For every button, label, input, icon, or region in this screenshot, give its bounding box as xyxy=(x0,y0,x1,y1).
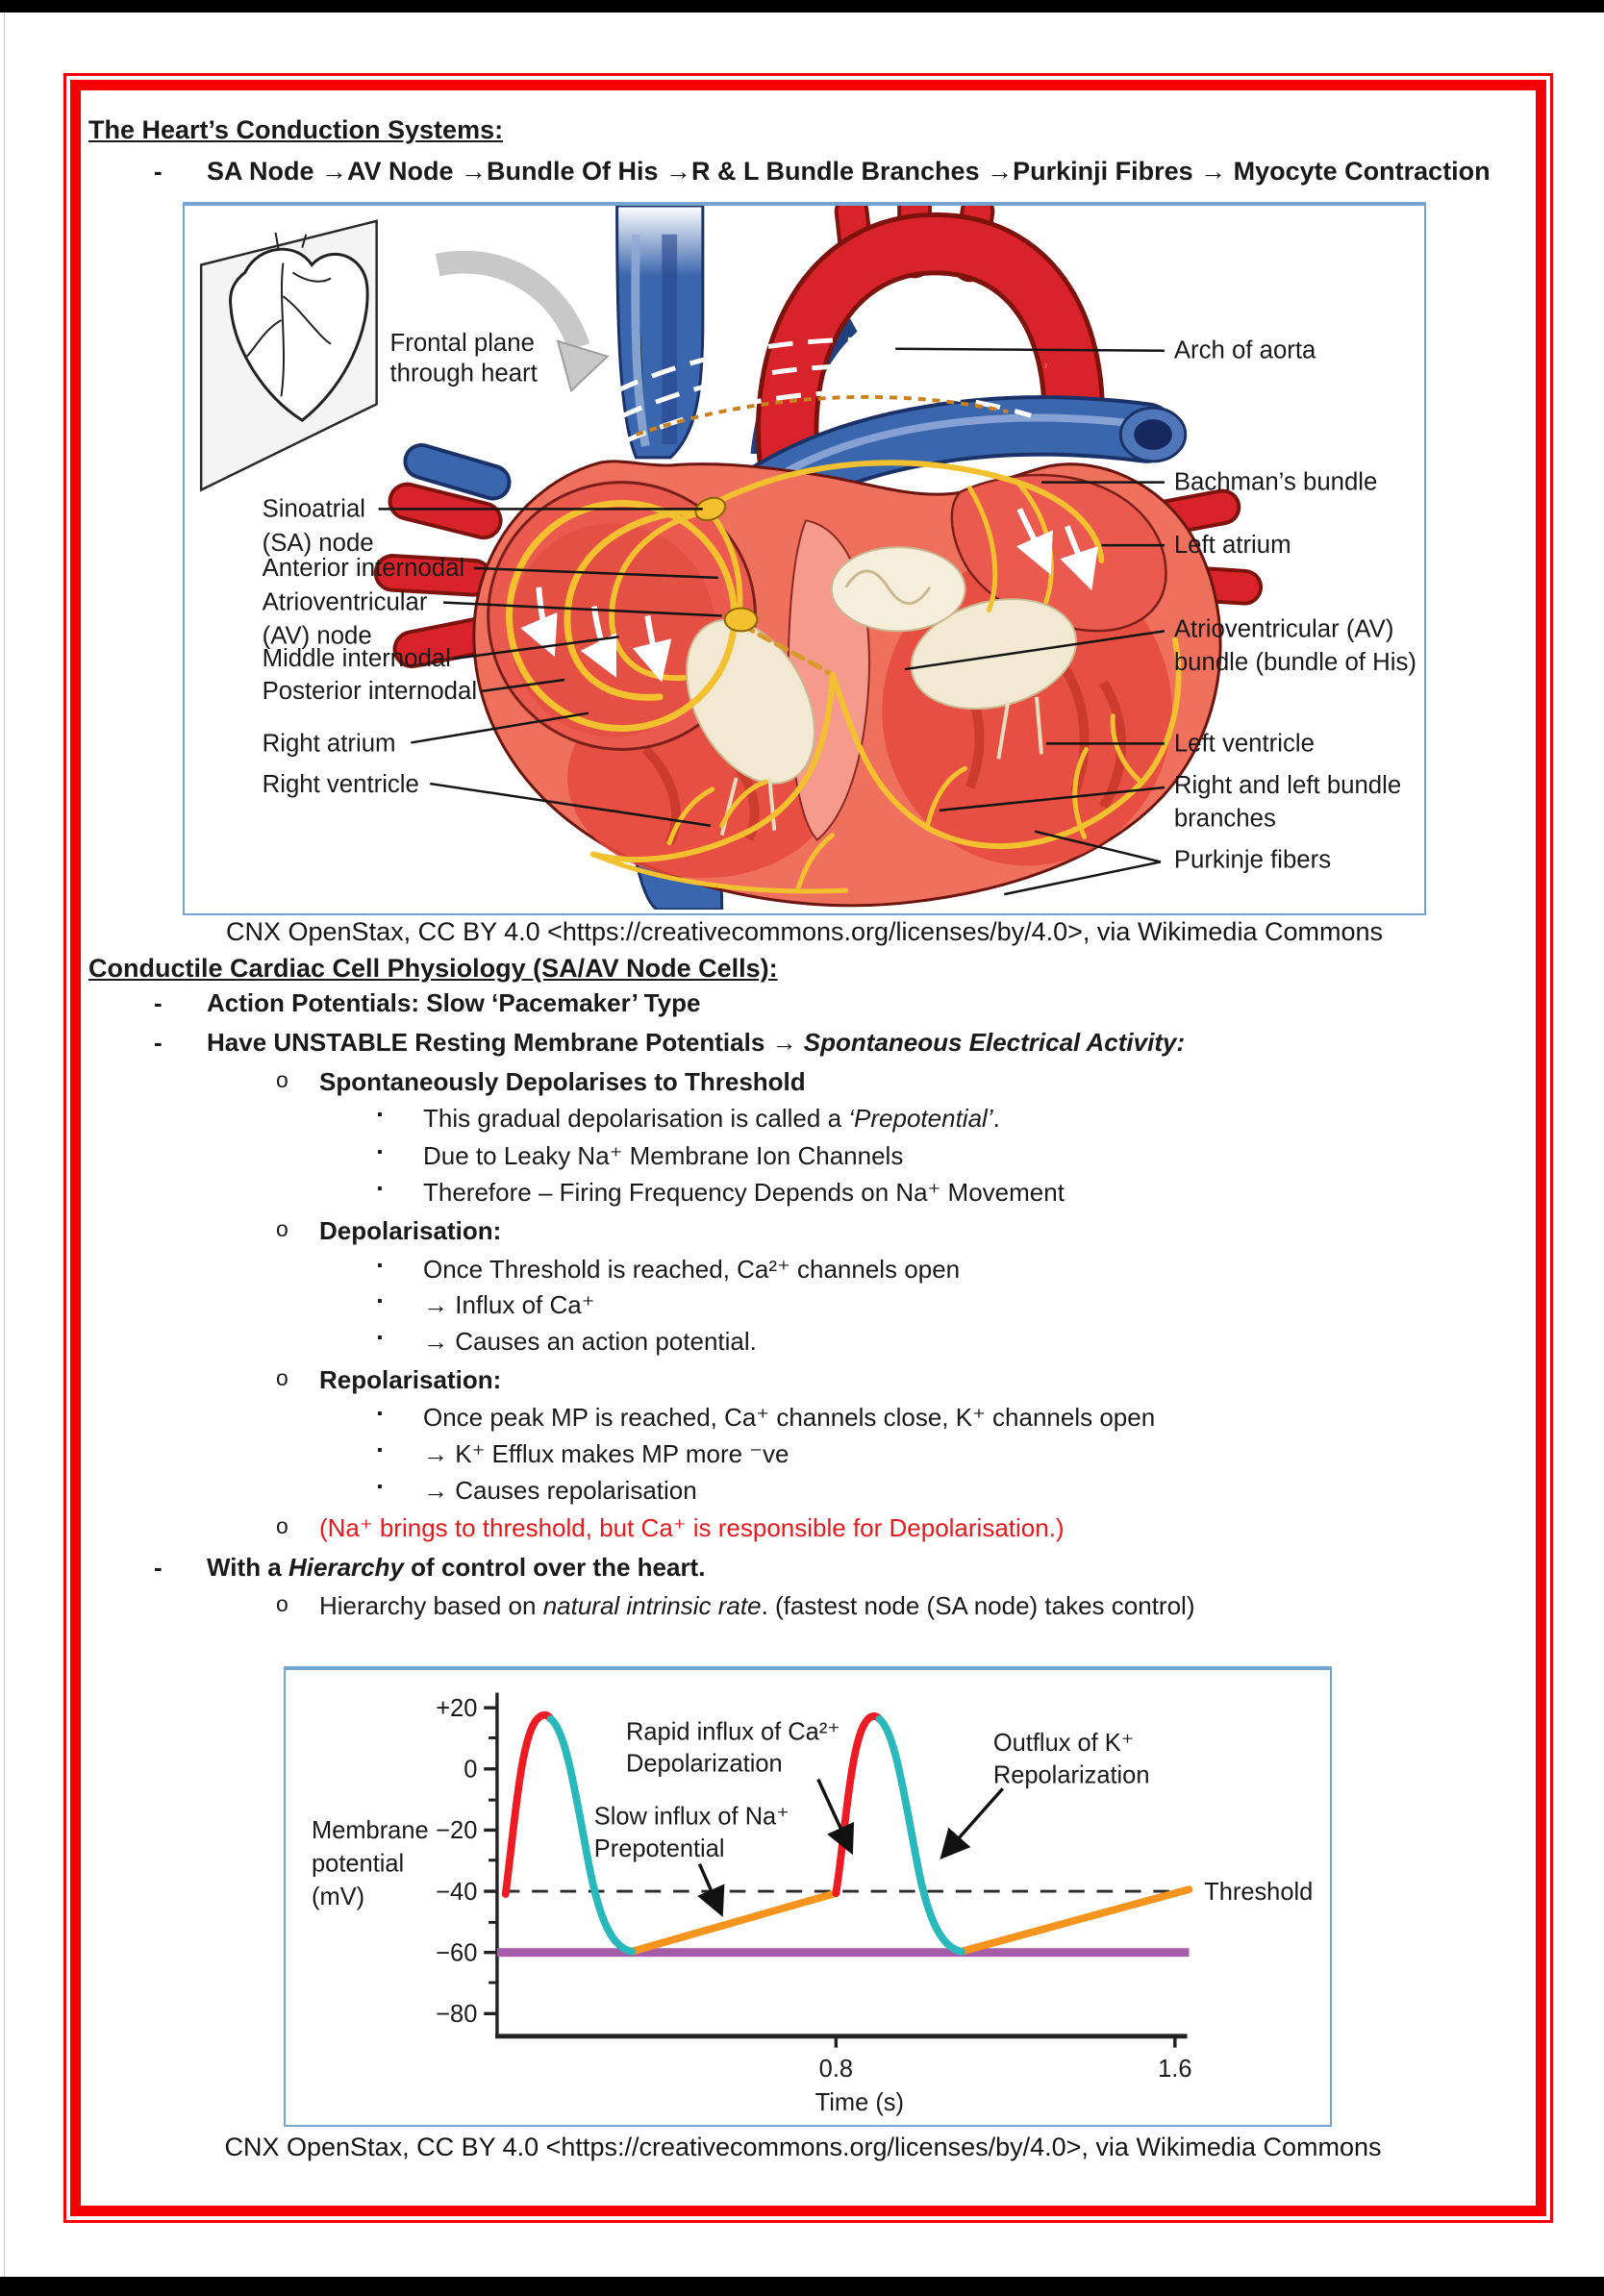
annotation-prepotential: Prepotential xyxy=(593,1834,725,1862)
top-black-bar xyxy=(0,0,1604,12)
dash-bullet: - xyxy=(154,1028,163,1057)
inset-label-line1: Frontal plane xyxy=(389,329,535,357)
note-text: Due to Leaky Na⁺ Membrane Ion Channels xyxy=(423,1141,904,1170)
circle-bullet: o xyxy=(276,1067,288,1092)
ytick-plus20: +20 xyxy=(436,1694,478,1722)
label-purkinje-fibers: Purkinje fibers xyxy=(1173,846,1332,874)
square-bullet: ▪ xyxy=(377,1144,383,1160)
note-line xyxy=(0,1476,1604,1509)
circle-bullet: o xyxy=(276,1365,288,1390)
label-right-ventricle: Right ventricle xyxy=(262,770,419,798)
label-left-ventricle: Left ventricle xyxy=(1173,730,1315,758)
threshold-label: Threshold xyxy=(1204,1878,1314,1906)
section1-heading: The Heart’s Conduction Systems: xyxy=(88,115,504,144)
ytick-minus60: −60 xyxy=(436,1939,478,1967)
note-text: → Causes repolarisation xyxy=(423,1476,697,1505)
square-bullet: ▪ xyxy=(377,1406,383,1422)
note-line xyxy=(0,1255,1604,1287)
note-line xyxy=(0,1290,1604,1323)
bottom-black-bar xyxy=(0,2277,1604,2296)
annotation-k-outflux: Outflux of K⁺ xyxy=(992,1730,1135,1758)
note-line xyxy=(0,1365,1604,1398)
conduction-flow-text: SA Node →AV Node →Bundle Of His →R & L Bundle Branches →Purkinji Fibres → Myocyte Contraction xyxy=(207,157,1491,186)
note-text: Once peak MP is reached, Ca⁺ channels close, K⁺ channels open xyxy=(423,1403,1156,1432)
label-bundle-branches: Right and left bundle xyxy=(1173,771,1402,799)
ytick-minus40: −40 xyxy=(436,1878,478,1906)
note-line xyxy=(0,1028,1604,1061)
label-av-bundle-2: bundle (bundle of His) xyxy=(1173,649,1416,677)
av-node xyxy=(725,609,758,632)
prepotential-segment-2 xyxy=(962,1889,1190,1952)
note-line xyxy=(0,1067,1604,1100)
xlabel: Time (s) xyxy=(815,2089,905,2117)
note-text-red: (Na⁺ brings to threshold, but Ca⁺ is responsible for Depolarisation.) xyxy=(319,1513,1065,1542)
label-bundle-branches-2: branches xyxy=(1173,805,1276,833)
square-bullet: ▪ xyxy=(377,1181,383,1197)
note-line xyxy=(0,1591,1604,1624)
ytick-minus20: −20 xyxy=(436,1817,478,1845)
annotation-na-influx: Slow influx of Na⁺ xyxy=(593,1803,789,1831)
superior-vena-cava xyxy=(617,206,703,458)
label-anterior-internodal: Anterior internodal xyxy=(262,554,465,582)
label-middle-internodal: Middle internodal xyxy=(262,645,451,673)
prepotential-segment-1 xyxy=(632,1893,836,1952)
note-line xyxy=(0,1553,1604,1585)
annotation-repolarization: Repolarization xyxy=(992,1761,1150,1789)
ylabel-line1: Membrane xyxy=(312,1817,429,1845)
circle-bullet: o xyxy=(276,1591,288,1616)
inset-label-line2: through heart xyxy=(389,360,538,387)
label-posterior-internodal: Posterior internodal xyxy=(262,677,478,705)
depolarization-segment-1 xyxy=(506,1715,551,1894)
ylabel-line3: (mV) xyxy=(312,1883,365,1910)
label-atrioventricular: Atrioventricular xyxy=(262,588,428,616)
square-bullet: ▪ xyxy=(377,1330,383,1346)
note-line xyxy=(0,1104,1604,1136)
annotation-ca-influx: Rapid influx of Ca²⁺ xyxy=(626,1718,840,1746)
label-left-atrium: Left atrium xyxy=(1173,532,1291,560)
note-text: Spontaneously Depolarises to Threshold xyxy=(319,1067,806,1096)
pacemaker-potential-chart xyxy=(286,1670,1330,2119)
label-bachmans-bundle: Bachman’s bundle xyxy=(1173,468,1378,496)
label-right-atrium: Right atrium xyxy=(262,730,396,758)
annotation-depolarization: Depolarization xyxy=(626,1750,783,1778)
label-sinoatrial: Sinoatrial xyxy=(262,495,366,523)
note-line xyxy=(0,1141,1604,1174)
note-text: → Causes an action potential. xyxy=(423,1327,757,1356)
note-text: Hierarchy based on natural intrinsic rate. (fastest node (SA node) takes control) xyxy=(319,1591,1195,1620)
note-line xyxy=(0,988,1604,1021)
square-bullet: ▪ xyxy=(377,1107,383,1123)
ylabel-line2: potential xyxy=(312,1850,405,1878)
note-line xyxy=(0,1439,1604,1472)
repolarization-segment-2 xyxy=(879,1719,961,1952)
heart-diagram-figure xyxy=(183,202,1426,915)
frontal-plane-inset xyxy=(201,221,377,490)
pacemaker-graph-figure xyxy=(284,1666,1332,2127)
label-av-bundle: Atrioventricular (AV) xyxy=(1173,615,1394,643)
note-text: With a Hierarchy of control over the heart. xyxy=(207,1553,706,1582)
label-arch-of-aorta: Arch of aorta xyxy=(1173,337,1316,364)
chart-texts xyxy=(312,1695,1313,2116)
conduction-flow-line xyxy=(0,157,1604,189)
figure1-credit: CNX OpenStax, CC BY 4.0 <https://creativecommons.org/licenses/by/4.0>, via Wikimedia Commons xyxy=(226,917,1383,946)
dash-bullet: - xyxy=(154,157,163,186)
dash-bullet: - xyxy=(154,988,163,1017)
figure2-credit: CNX OpenStax, CC BY 4.0 <https://creativecommons.org/licenses/by/4.0>, via Wikimedia Commons xyxy=(224,2133,1382,2161)
ytick-0: 0 xyxy=(464,1756,478,1784)
note-text: Depolarisation: xyxy=(319,1216,502,1245)
note-line xyxy=(0,1216,1604,1249)
note-line xyxy=(0,1327,1604,1360)
dash-bullet: - xyxy=(154,1553,163,1582)
section2-heading: Conductile Cardiac Cell Physiology (SA/AV Node Cells): xyxy=(88,954,778,983)
note-text: Once Threshold is reached, Ca²⁺ channels open xyxy=(423,1255,961,1284)
note-text: Repolarisation: xyxy=(319,1365,502,1394)
note-text: Therefore – Firing Frequency Depends on Na⁺ Movement xyxy=(423,1178,1065,1207)
depolarization-segment-2 xyxy=(836,1716,879,1893)
xtick-1p6: 1.6 xyxy=(1158,2055,1192,2083)
note-line xyxy=(0,1178,1604,1210)
note-text: → K⁺ Efflux makes MP more ⁻ve xyxy=(423,1439,789,1468)
label-atrioventricular-2: (AV) node xyxy=(262,622,372,650)
xtick-0p8: 0.8 xyxy=(818,2055,854,2083)
note-text: → Influx of Ca⁺ xyxy=(423,1290,595,1319)
note-line-red xyxy=(0,1513,1604,1546)
heart-conduction-diagram xyxy=(185,206,1424,910)
circle-bullet: o xyxy=(276,1216,288,1241)
note-text: Have UNSTABLE Resting Membrane Potentials → Spontaneous Electrical Activity: xyxy=(207,1028,1186,1057)
square-bullet: ▪ xyxy=(377,1293,383,1310)
circle-bullet: o xyxy=(276,1513,288,1538)
square-bullet: ▪ xyxy=(377,1479,383,1495)
label-sinoatrial-2: (SA) node xyxy=(262,530,374,558)
note-text: Action Potentials: Slow ‘Pacemaker’ Type xyxy=(207,988,701,1017)
ytick-minus80: −80 xyxy=(436,2001,478,2029)
square-bullet: ▪ xyxy=(377,1258,383,1274)
square-bullet: ▪ xyxy=(377,1442,383,1459)
note-text: This gradual depolarisation is called a ‘Prepotential’. xyxy=(423,1104,1000,1133)
note-line xyxy=(0,1403,1604,1435)
